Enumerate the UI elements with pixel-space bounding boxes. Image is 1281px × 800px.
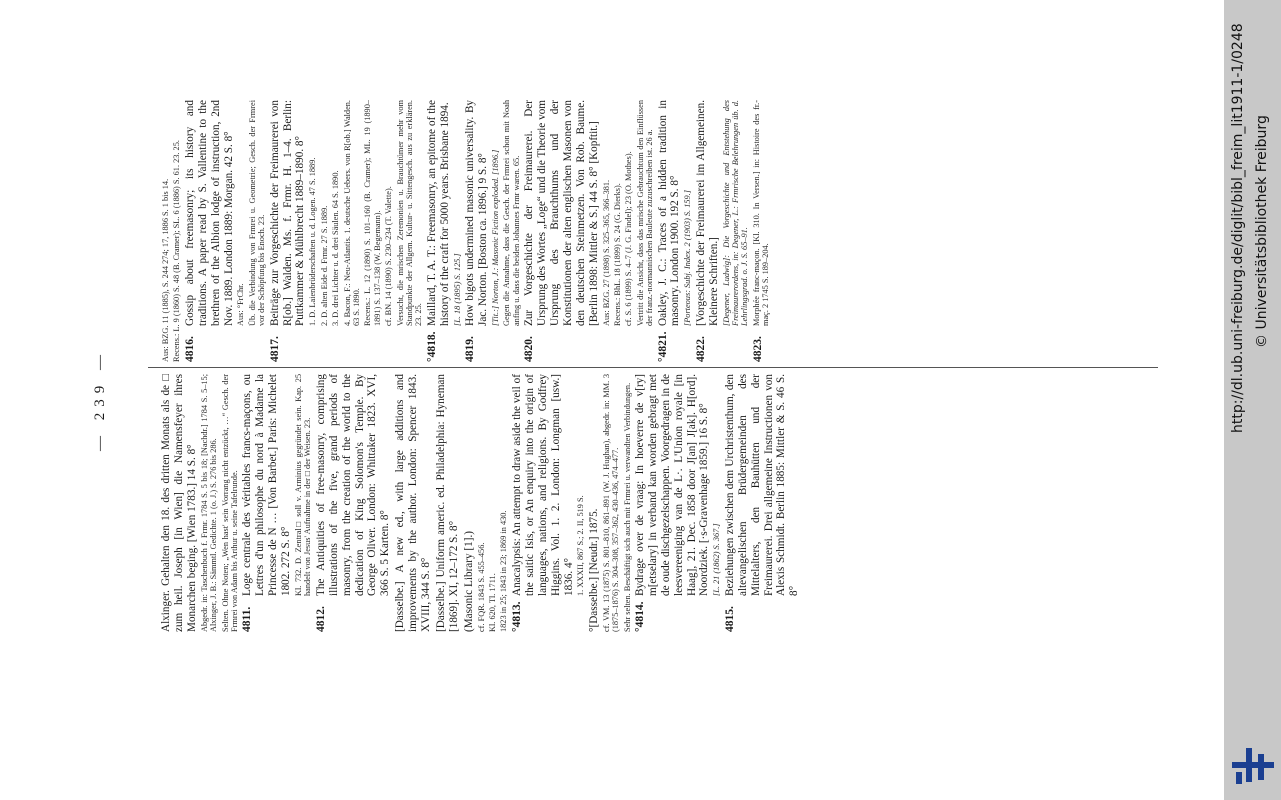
entry-reference-note: [Porteous: Subj. Index. 2 (1903) S. 159.] bbox=[683, 190, 693, 326]
entry-number: °4818. bbox=[425, 331, 438, 362]
entry-reference-note: Abgedr. in: Taschenbuch f. Frmr. 1784 S. 5 bis 18; [Nachdr.] 1784 S. 5–15; Alxinger, J. B.: Sämmtl. Gedichte. 1 (o. J.) S. 276 bis 286. bbox=[199, 374, 219, 632]
entry-reference-note: Kl. 620, Tl. 1711. bbox=[488, 573, 498, 632]
entry-number: °4821. bbox=[656, 331, 669, 362]
source-url[interactable]: http://dl.ub.uni-freiburg.de/diglit/bibl_freim_lit1911-1/0248 bbox=[1230, 23, 1246, 433]
entry-reference-note: Aus: BZG. 11 (1885), S. 244 274; 17, 1886 S. 1 bis 14. bbox=[161, 178, 170, 362]
entry-reference-note: Recens.: L. 9 (1860) S. 48 (B. Cramer); SL. 6 (1886) S. 61. 23. 25. bbox=[172, 140, 182, 362]
bibliography-entry bbox=[269, 100, 424, 362]
viewer-sidebar bbox=[1224, 0, 1281, 800]
entry-reference-note: 1823 in 25; 1843 in 23; 1869 in 430. bbox=[499, 510, 509, 632]
entry-text: °[Dasselbe.] [Neudr.] 1875. bbox=[587, 508, 600, 632]
bibliography-entry bbox=[463, 374, 509, 632]
bibliography-entry bbox=[315, 374, 392, 632]
bibliography-entry bbox=[435, 374, 461, 632]
entry-text: The Antiquities of free-masonry, comprising illustrations of the five, grand periods of masonry, from the creation of the world to the dedication of King Solomon's Temple. By George Oliver. London: Whittaker 1823. XVI, 366 S. 5 Karten. 8° bbox=[314, 374, 392, 596]
entry-reference-note: 1. XXXII, 867 S.; 2. II, 519 S. bbox=[576, 495, 586, 596]
entry-reference-note: Aus: BZG. 27 (1898) S. 325–365, 366–381. bbox=[601, 179, 611, 326]
ub-freiburg-logo-icon[interactable] bbox=[1232, 744, 1274, 786]
bibliography-entry bbox=[426, 100, 462, 362]
entry-reference-note: 3. D. drei Lichter u. d. drei Säulen. 64 S. 1890. bbox=[331, 170, 341, 326]
entry-reference-note: Gegen die Annahme, dass die Gesch. der Frmrei schon mit Noah anfing u. dass die beiden Johannes Frmr waren. 65. bbox=[502, 100, 521, 326]
entry-reference-note: [Tit.:] Norton, J.: Masonic Fiction exploded. [1896.] bbox=[490, 149, 500, 326]
bibliography-entry bbox=[160, 374, 239, 632]
entry-number: 4820. bbox=[523, 336, 536, 362]
entry-number: 4823. bbox=[751, 336, 764, 362]
bibliography-entry bbox=[657, 100, 693, 362]
page-number-header: — 239 — bbox=[92, 349, 108, 451]
entry-reference-note: Versucht, die mrischen Zeremonien u. Brauchtümer mehr vom Standpunkte der Allgem. Kultur- u. Sittengesch. aus zu erklären. 23. 25. bbox=[395, 100, 424, 326]
entry-text: Beziehungen zwischen dem Urchristenthum, den altevangelischen Brüdergemeinden des Mittelalters, den Bauhütten und der Freimaurerei. Drei allgemeine Instructionen von Alexis Schmidt. Berlin 1885: Mittler & S. 46 S. 8° bbox=[723, 374, 801, 596]
entry-number: 4811. bbox=[241, 606, 254, 632]
entry-text: Beiträge zur Vorgeschichte der Freimaurerei von R[ob.] Walden. Ms. f. Frmr. H. 1–4. Berlin: Puttkammer & Mühlbrecht 1889–1890. 8° bbox=[268, 100, 307, 326]
entry-reference-note: 4. Bacon, F.: Neu-Atlantis. 1. deutsche Uebers. von R[ob.] Walden. 63 S. 1890. bbox=[342, 100, 361, 326]
entry-reference-note: Selten. Ohne Noten; „Wen hast' sein Vorrang nicht entzückt, …“ Gesch. der Frmrei von Adam bis Arthur u. seine Tafelrunde. bbox=[220, 374, 239, 632]
entry-text: Bydrage over de vraag: In hoeverre de v[ry] m[etselary] in verband kan worden gebragt met de oude dischgezelschappen. Voorgedragen in de leesvereeniging van de L·. L'Union royale [in Haag], 21. Dec. 1858 door J[an] J[ak]. H[ord]. Noordziek. [·s-Gravenhage 1859.] 16 S. 8° bbox=[633, 374, 711, 596]
right-column bbox=[160, 100, 1160, 362]
entry-text: Zur Vorgeschichte der Freimaurerei. Der Ursprung des Wortes „Loge“ und die Theorie vom Ursprung des Brauchthums und der Konstitutionen der alten englischen Masonen von den deutschen Steinmetzen. Von Rob. Baume. [Berlin 1898: Mittler & S.] 44 S. 8° [Kopftit.] bbox=[523, 100, 600, 326]
entry-text: [Vorgeschichte der Freimaurerei im Allgemeinen. Kleinere Schriften.] bbox=[694, 100, 720, 326]
bibliography-entry bbox=[511, 374, 586, 632]
entry-number: 4816. bbox=[183, 336, 196, 362]
entry-number: 4822. bbox=[694, 336, 707, 362]
bibliography-entry bbox=[241, 374, 312, 632]
bibliography-entry bbox=[695, 100, 750, 362]
entry-text: [Dasselbe.] Uniform americ. ed. Philadelphia: Hyneman [1869]. XI, 12–172 S. 8° bbox=[434, 374, 460, 632]
entry-reference-note: Kl. 732. D. Zentral□ soll v. Arminius gegründet sein. Kap. 25 handelt von Jesus' Aufnahme in der □ der Weisen. 23. bbox=[293, 374, 313, 596]
entry-text: Anacalypsis: An attempt to draw aside the veil of the saitic Isis, or An enquiry into the origin of languages, nations, and religions. By Godfrey Higgins. Vol. 1. 2. London: Longman [usw.] 1836. 4° bbox=[510, 374, 575, 596]
column-divider bbox=[148, 367, 1158, 368]
entry-reference-note: Vertritt die Ansicht, dass das mrische Gebrauchtum den Einflüssen der franz.-normannischen Bauleute zuzuschreiben ist. 26 a. bbox=[635, 100, 655, 326]
entry-text: Gossip about freemasonry; its history and traditions. A paper read by S. Vallentine to the brethren of the Albion lodge of instruction, 2nd Nov. 1889. London 1889: Morgan. 42 S. 8° bbox=[183, 100, 235, 326]
entry-number: 4815. bbox=[723, 606, 736, 632]
left-column bbox=[160, 374, 1160, 632]
entry-text: How bigots undermined masonic universality. By Jac. Norton. [Boston ca. 1896.] 9 S. 8° bbox=[464, 100, 489, 326]
entry-text: Loge centrale des véritables francs-maçons, ou Lettres d'un philosophe du nord à Madame la Princesse de N … [Von Barbet.] Paris: Michelet 1802. 272 S. 8° bbox=[241, 374, 293, 596]
entry-number: °4813. bbox=[510, 601, 523, 632]
entry-reference-note: [Degener, Ludwig]: Die Vorgeschichte und Entstehung des Freimaurerordens, in: Degener, L.: Frmrische Belehrungen üb. d. Lehrlingsgrad. o. J. S. 65–91. bbox=[721, 100, 750, 326]
entry-reference-note: Recens.: L. 12 (1890) S. 101–160 (B. Cramer); ML. 19 (1890–1891) S. 137–138 (W. Begemann). bbox=[363, 100, 382, 326]
entry-reference-note: 2. D. alten Eide d. Frmr. 27 S. 1889. bbox=[319, 205, 329, 326]
entry-reference-note: Morphée franc-maçon. [Kl. 310. In Versen.] in: Histoire des fr.-maç. 2 1745 S. 189–204. bbox=[751, 100, 771, 326]
bibliography-entry bbox=[634, 374, 722, 632]
entry-text: Maillard, T. A. T.: Freemasonry, an epitome of the history of the craft for 5000 years. Brisbane 1894. bbox=[425, 100, 451, 326]
entry-reference-note: [L. 21 (1862) S. 367.] bbox=[712, 523, 722, 596]
entry-number: 4819. bbox=[464, 336, 477, 362]
bibliography-entry bbox=[523, 100, 654, 362]
entry-reference-note: Üb. die Verbindung von Frmrei u. Geometrie; Gesch. der Frmrei vor der Schöpfung bis Enoch. 23. bbox=[247, 100, 267, 326]
entry-reference-note: Sehr selten. Beschäftigt sich auch mit Frmrei u. verwandten Verbindungen. bbox=[622, 382, 632, 632]
entry-reference-note: cf. FQR. 1843 S. 455–456. bbox=[476, 542, 486, 632]
entry-text: Alxinger. Gehalten den 18. des dritten Monats als de □ zum heil. Joseph [in Wien] die Namensfeyer ihres Monarchen beging. [Wien 1783.] 14 S. 8° bbox=[160, 374, 198, 632]
entry-reference-note: [L. 18 (1895) S. 125.] bbox=[452, 253, 462, 326]
entry-reference-note: Recens.: BhL. 18 (1899) S. 24 (G. Dierks). bbox=[612, 183, 622, 326]
bibliography-entry bbox=[724, 374, 801, 632]
entry-reference-note: Aus: °FrChr. bbox=[236, 283, 246, 326]
entry-number: °4814. bbox=[633, 601, 646, 632]
entry-reference-note: cf. VM. 13 (1875) S. 801–810, 861–891 (W. J. Hughan), abgedr. in: MM. 3 (1875–1876) S. 304–308, 357–362, 430–436, 474–477. bbox=[601, 374, 621, 632]
entry-reference-note: 1. D. Laienbrüderschaften u. d. Logen. 47 S. 1889. bbox=[308, 157, 318, 326]
bibliography-entry bbox=[752, 100, 771, 362]
entry-number: 4817. bbox=[268, 336, 281, 362]
entry-text: Oakley, J. C.: Traces of a hidden tradition in masonry. London 1900. 192 S. 8° bbox=[656, 100, 682, 326]
entry-reference-note: cf. BN. 14 (1890) S. 230–234 (T. Valette). bbox=[384, 186, 394, 326]
bibliography-entry bbox=[394, 374, 433, 632]
entry-text: [Dasselbe.] A new ed., with large additions and improvements by the author. London: Spencer 1843. XVIII, 344 S. 8° bbox=[394, 374, 433, 632]
bibliography-entry bbox=[161, 100, 182, 362]
copyright-notice: © Universitätsbibliothek Freiburg bbox=[1254, 115, 1270, 348]
bibliography-entry bbox=[464, 100, 521, 362]
bibliography-entry bbox=[184, 100, 267, 362]
bibliography-entry bbox=[588, 374, 632, 632]
entry-number: 4812. bbox=[314, 606, 327, 632]
entry-text: (Masonic Library [1].) bbox=[462, 531, 475, 632]
entry-reference-note: cf. S. 6 (1899) S. 4–7 (J. G. Findel); 23 (O. Mothes). bbox=[624, 151, 634, 326]
